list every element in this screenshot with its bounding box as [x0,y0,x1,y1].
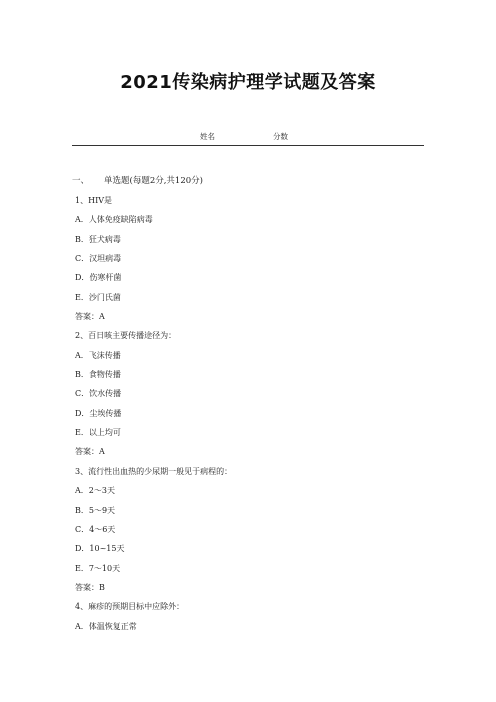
score-label: 分数 [273,132,288,141]
list-item: 1、HIV是 [75,196,113,205]
list-item: E．7～10天 [75,563,121,573]
list-item: C．饮水传播 [75,389,122,399]
list-item: E．以上均可 [75,428,121,438]
list-item: D．10~15天 [75,544,125,554]
list-item: A．体温恢复正常 [75,621,137,631]
list-item: A．人体免疫缺陷病毒 [75,215,153,225]
list-item: 答案：B [75,582,105,592]
student-info [200,131,288,142]
name-label: 姓名 [200,132,215,141]
list-item: A．2～3天 [75,486,115,496]
list-item: 答案：A [75,312,105,322]
list-item: C．4～6天 [75,524,116,534]
list-item: D．伤寒杆菌 [75,273,122,283]
document-title: 2021传染病护理学试题及答案 [120,72,376,93]
list-item: 4、麻疹的预期目标中应除外： [75,602,185,612]
list-item: 答案：A [75,447,105,457]
list-item: 2、百日咳主要传播途径为： [75,331,177,341]
list-item: E．沙门氏菌 [75,292,121,302]
section-heading [72,174,203,186]
list-item: B．食物传播 [75,370,121,380]
section-number: 一、 [72,176,90,186]
list-item: B．狂犬病毒 [75,234,121,244]
list-item: A．飞沫传播 [75,350,121,360]
section-title: 单选题(每题2分,共120分) [104,176,203,186]
question-list [75,191,435,636]
header-divider [72,145,424,146]
list-item: C．汉坦病毒 [75,254,122,264]
list-item: D．尘埃传播 [75,408,122,418]
list-item: 3、流行性出血热的少尿期一般见于病程的： [75,466,233,476]
list-item: B．5～9天 [75,505,116,515]
